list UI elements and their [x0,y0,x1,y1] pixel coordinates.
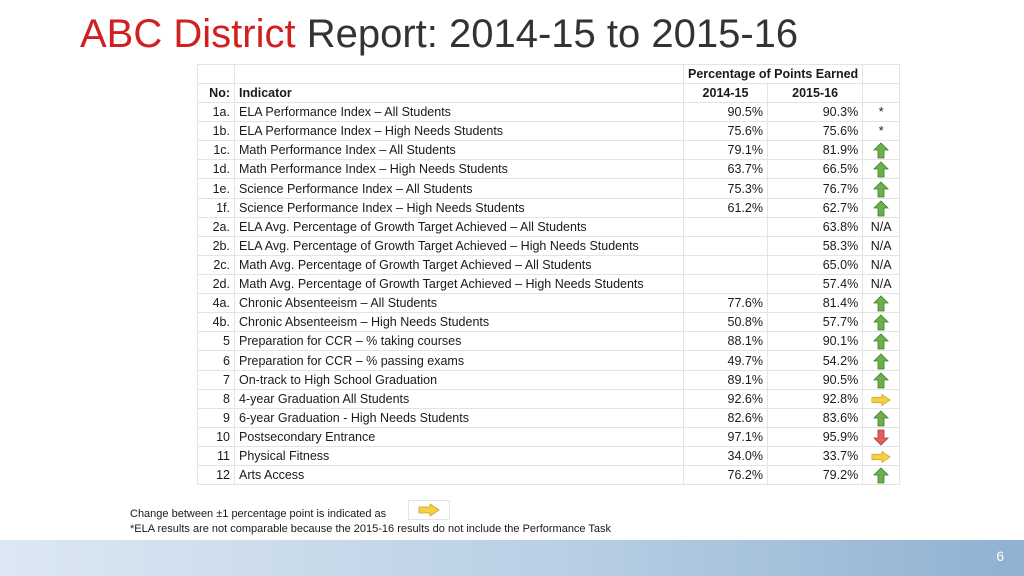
right-arrow-icon [871,393,891,407]
row-number: 4a. [198,293,235,312]
table-row [198,370,900,389]
up-arrow-icon [873,295,889,312]
row-indicator: Math Avg. Percentage of Growth Target Achieved – All Students [235,255,684,274]
row-trend [863,447,900,466]
right-arrow-icon [418,503,440,517]
row-value-2015-16: 83.6% [767,408,862,427]
row-indicator: 6-year Graduation - High Needs Students [235,408,684,427]
row-value-2014-15: 50.8% [684,313,768,332]
row-trend [863,351,900,370]
header-trend [863,84,900,103]
row-value-2014-15: 79.1% [684,141,768,160]
row-value-2015-16: 57.4% [767,274,862,293]
row-indicator: ELA Avg. Percentage of Growth Target Achieved – High Needs Students [235,236,684,255]
up-arrow-icon [873,333,889,350]
row-value-2014-15: 61.2% [684,198,768,217]
row-value-2015-16: 92.8% [767,389,862,408]
right-arrow-icon [871,450,891,464]
row-indicator: 4-year Graduation All Students [235,389,684,408]
header-indicator: Indicator [235,84,684,103]
table-row [198,236,900,255]
row-trend: * [863,103,900,122]
title-district: ABC District [80,12,296,56]
table-row [198,122,900,141]
up-arrow-icon [873,142,889,159]
row-trend [863,428,900,447]
row-number: 2c. [198,255,235,274]
header-blank-indicator [235,65,684,84]
row-number: 1c. [198,141,235,160]
row-indicator: Chronic Absenteeism – All Students [235,293,684,312]
row-number: 2b. [198,236,235,255]
row-trend [863,466,900,485]
table-row [198,351,900,370]
row-value-2015-16: 33.7% [767,447,862,466]
header-2015-16: 2015-16 [767,84,862,103]
row-indicator: ELA Avg. Percentage of Growth Target Achieved – All Students [235,217,684,236]
row-indicator: Postsecondary Entrance [235,428,684,447]
row-trend [863,160,900,179]
row-value-2014-15: 88.1% [684,332,768,351]
table-row [198,466,900,485]
row-trend [863,141,900,160]
page-title [80,12,798,56]
row-value-2015-16: 79.2% [767,466,862,485]
row-trend [863,370,900,389]
up-arrow-icon [873,161,889,178]
table-row [198,103,900,122]
row-number: 6 [198,351,235,370]
row-trend [863,332,900,351]
up-arrow-icon [873,353,889,370]
up-arrow-icon [873,410,889,427]
header-blank-no [198,65,235,84]
row-value-2015-16: 63.8% [767,217,862,236]
table-row [198,293,900,312]
row-value-2015-16: 65.0% [767,255,862,274]
table-row [198,408,900,427]
row-value-2014-15: 76.2% [684,466,768,485]
header-row-columns [198,84,900,103]
slide-number: 6 [996,548,1004,564]
header-percentage-of-points: Percentage of Points Earned [684,65,863,84]
row-value-2015-16: 54.2% [767,351,862,370]
header-no: No: [198,84,235,103]
row-trend [863,389,900,408]
row-indicator: Math Performance Index – High Needs Students [235,160,684,179]
down-arrow-icon [873,429,889,446]
row-value-2015-16: 81.4% [767,293,862,312]
row-value-2015-16: 62.7% [767,198,862,217]
row-value-2015-16: 90.5% [767,370,862,389]
row-value-2014-15: 82.6% [684,408,768,427]
row-trend [863,198,900,217]
row-indicator: ELA Performance Index – High Needs Students [235,122,684,141]
legend-text: Change between ±1 percentage point is indicated as [130,508,387,520]
row-value-2015-16: 95.9% [767,428,862,447]
row-trend: N/A [863,255,900,274]
row-value-2014-15: 89.1% [684,370,768,389]
title-report: Report: 2014-15 to 2015-16 [295,12,799,56]
row-indicator: Math Avg. Percentage of Growth Target Achieved – High Needs Students [235,274,684,293]
row-value-2014-15 [684,217,768,236]
row-value-2014-15 [684,236,768,255]
row-trend: N/A [863,236,900,255]
table-row [198,274,900,293]
table-row [198,160,900,179]
row-number: 5 [198,332,235,351]
legend-swatch [408,500,450,520]
up-arrow-icon [873,372,889,389]
row-number: 2d. [198,274,235,293]
table-row [198,389,900,408]
row-value-2014-15: 34.0% [684,447,768,466]
up-arrow-icon [873,200,889,217]
row-indicator: Math Performance Index – All Students [235,141,684,160]
row-number: 2a. [198,217,235,236]
row-value-2015-16: 57.7% [767,313,862,332]
table-row [198,198,900,217]
row-value-2014-15: 90.5% [684,103,768,122]
row-value-2014-15: 92.6% [684,389,768,408]
row-trend: N/A [863,274,900,293]
row-indicator: On-track to High School Graduation [235,370,684,389]
row-value-2015-16: 90.3% [767,103,862,122]
header-blank-trend [863,65,900,84]
row-number: 1b. [198,122,235,141]
row-indicator: Preparation for CCR – % taking courses [235,332,684,351]
row-value-2014-15: 75.6% [684,122,768,141]
up-arrow-icon [873,467,889,484]
row-value-2014-15: 63.7% [684,160,768,179]
row-number: 1e. [198,179,235,198]
row-value-2014-15 [684,255,768,274]
row-number: 4b. [198,313,235,332]
row-indicator: ELA Performance Index – All Students [235,103,684,122]
row-value-2014-15: 49.7% [684,351,768,370]
table-row [198,313,900,332]
row-value-2015-16: 76.7% [767,179,862,198]
row-trend: * [863,122,900,141]
row-number: 12 [198,466,235,485]
row-number: 8 [198,389,235,408]
row-value-2015-16: 58.3% [767,236,862,255]
table-row [198,255,900,274]
row-indicator: Arts Access [235,466,684,485]
row-number: 10 [198,428,235,447]
table-row [198,179,900,198]
row-number: 11 [198,447,235,466]
row-value-2014-15: 75.3% [684,179,768,198]
row-value-2015-16: 90.1% [767,332,862,351]
row-value-2014-15: 77.6% [684,293,768,312]
header-2014-15: 2014-15 [684,84,768,103]
up-arrow-icon [873,181,889,198]
row-trend [863,313,900,332]
row-indicator: Science Performance Index – All Students [235,179,684,198]
row-number: 9 [198,408,235,427]
up-arrow-icon [873,314,889,331]
row-number: 7 [198,370,235,389]
row-indicator: Preparation for CCR – % passing exams [235,351,684,370]
row-trend [863,293,900,312]
row-indicator: Physical Fitness [235,447,684,466]
row-trend: N/A [863,217,900,236]
footnote-ela: *ELA results are not comparable because the 2015-16 results do not include the Performance Task [130,523,612,535]
bottom-bar [0,540,1024,576]
table-row [198,217,900,236]
row-trend [863,408,900,427]
row-indicator: Science Performance Index – High Needs Students [235,198,684,217]
row-number: 1f. [198,198,235,217]
table-row [198,428,900,447]
row-value-2014-15: 97.1% [684,428,768,447]
row-trend [863,179,900,198]
row-number: 1a. [198,103,235,122]
row-value-2015-16: 66.5% [767,160,862,179]
row-value-2015-16: 75.6% [767,122,862,141]
table-row [198,141,900,160]
table-row [198,447,900,466]
table-row [198,332,900,351]
row-number: 1d. [198,160,235,179]
report-table [197,64,900,485]
row-value-2014-15 [684,274,768,293]
row-value-2015-16: 81.9% [767,141,862,160]
row-indicator: Chronic Absenteeism – High Needs Students [235,313,684,332]
